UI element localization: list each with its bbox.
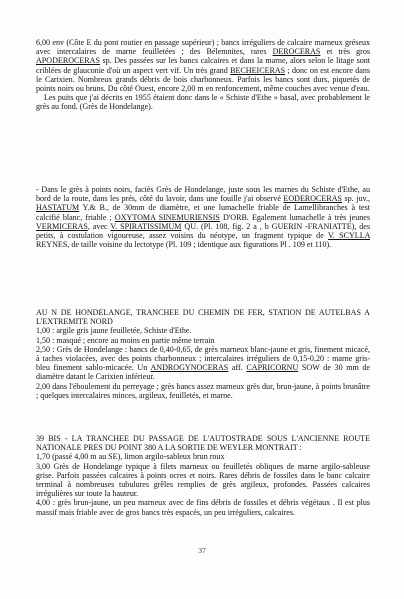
- layer-entry: 1,00 : argile gris jaune feuilletée, Schiste d'Ethe.: [36, 326, 192, 336]
- fossil-name: EODEROCERAS: [283, 194, 342, 204]
- text-run: QU. (Pl. 108, fig. 2 a , b GUERIN -FRANIATTE), des petits, à costulation vigoureuse, assez voisins du néotype, un fragment typique de: [36, 221, 370, 241]
- fossil-name: APODEROCERAS: [36, 56, 100, 66]
- fossil-name: HASTATUM: [36, 203, 80, 213]
- fossil-name: OXYTOMA SINEMURIENSIS: [114, 212, 220, 222]
- paragraph-outcrop-description: [36, 38, 370, 112]
- text-run: - Dans le grès à points noirs, faciès Grès de Hondelange, juste sous les marnes du Schiste d'Ethe, au bord de la route, dans les prés, côté du lavoir, dans une fouille j'ai observé: [36, 185, 370, 204]
- paragraph-black-points-sandstone: [36, 185, 370, 249]
- text-run: REYNES, de taille voisine du lectotype (Pl. 109 ; identique aux figurations Pl . 109 et 110).: [36, 240, 332, 250]
- layer-entry: 1,50 : masqué ; encore au moins en partie même terrain: [36, 335, 215, 345]
- fossil-name: V. SPIRATISSIMUM: [110, 221, 182, 231]
- section-heading: 39 BIS - LA TRANCHEE DU PASSAGE DE L'AUTOSTRADE SOUS L'ANCIENNE ROUTE NATIONALE PRES DU POINT 380 A LA SORTIE DE WEYLER MONTRAIT :: [36, 434, 370, 453]
- fossil-name: CAPRICORNU: [246, 363, 299, 373]
- text-run: , avec: [87, 221, 111, 231]
- text-run: sp. Des passées sur les bancs calcaires et dans la marne, alors selon le litage sont criblées de glauconie d'où un aspect vert vif. Un très grand: [36, 56, 370, 75]
- paragraph-wells: Les puits que j'ai décrits en 1955 étaient donc dans le « Schiste d'Ethe » basal, avec probablement le grès au fond. (Grès de Hondelange).: [36, 93, 370, 112]
- text-run: Y.& B., de 30mm de diamètre, et une lumachelle friable de Lamellibranches à test calcifié blanc, friable ;: [36, 203, 370, 222]
- text-run: ; donc on est encore dans le Carixien. Nombreux grands débris de bois charbonneux. Parfois les bancs sont durs, piquetés de points noirs ou bruns. Du côté Ouest, encore 2,00 m en renfoncement, même couches avec venue d'eau.: [36, 65, 371, 94]
- text-run: 6,00 env (Côte E du pont routier en passage supérieur) ; bancs irréguliers de calcaire marneux gréseux avec intercalaires de marne feuilletées ; des Bélemnites, rares: [36, 38, 370, 57]
- text-run: D'ORB. Egalement lumachelle à très jeunes: [219, 212, 370, 222]
- section-heading: AU N DE HONDELANGE, TRANCHEE DU CHEMIN DE FER, STATION DE AUTELBAS A L'EXTREMITE NORD: [36, 308, 370, 327]
- layer-entry: 4,00 : grès brun-jaune, un peu marneux avec de fins débris de fossiles et débris végétaux . Il est plus massif mais friable avec de gros bancs très espacés, un peu irréguliers, calcaires.: [36, 498, 370, 517]
- layer-entry: 3,00 Grès de Hondelange typique à filets marneux ou feuilletés obliques de marne argilo-sableuse grise. Parfois passées calcaires à points ocres et noirs. Rares débris de fossiles dans le banc calcaire terminal à nombreuses tubulures grêles remplies de grès argileux, profondes. Passées calcaires irrégulières sur toute la hauteur.: [36, 461, 370, 499]
- text-run: SOW de 30 mm de diamètre datant le Carixien inférieur.: [36, 363, 371, 382]
- section-autostrade-cutting: [36, 434, 370, 517]
- text-run: et très gros: [320, 47, 370, 57]
- fossil-name: ANDROGYNOCERAS: [150, 363, 229, 373]
- fossil-name: VERMICERAS: [36, 221, 88, 231]
- page-number: 37: [198, 546, 206, 555]
- layer-entry: 1,70 (passé 4,00 m au SE), limon argilo-sableux brun roux: [36, 452, 225, 462]
- fossil-name: BECHEICERAS: [230, 65, 286, 75]
- text-run: aff.: [228, 363, 247, 373]
- layer-entry: 2,00 dans l'éboulement du perreyage ; grès bancs assez marneux grès dur, brun-jaune, à points brunâtre ; quelques intercalaires minces, argileux, feuilletés, et marne.: [36, 381, 370, 400]
- text-run: 2,50 : Grès de Hondelange : bancs de 0,40-0,65, de grès marneux blanc-jaune et gris, finement micacé, à taches violacées, avec des points charbonneux ; intercalaires irréguliers de 0,15-0,20 : marne gris-bleu finement sablo-micacée. Un: [36, 344, 370, 373]
- fossil-name: V. SCYLLA: [328, 231, 370, 241]
- fossil-name: DEROCERAS: [272, 47, 321, 57]
- section-hondelange-railway: [36, 308, 370, 400]
- layer-entry: [36, 345, 370, 382]
- text-run: sp. juv.,: [342, 194, 370, 204]
